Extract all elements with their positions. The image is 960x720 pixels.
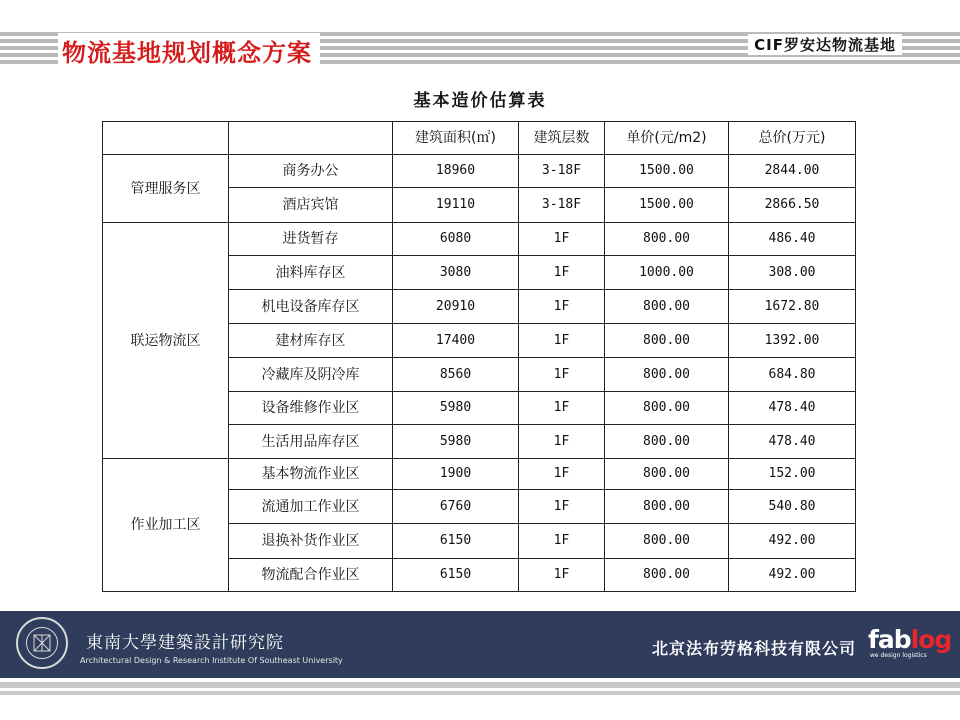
table-body [103, 122, 856, 592]
floors-cell: 1F [519, 490, 605, 524]
facility-cell: 建材库存区 [229, 324, 393, 358]
brand-label: CIF罗安达物流基地 [748, 34, 902, 55]
cost-estimate-table [102, 121, 856, 592]
table-title: 基本造价估算表 [413, 91, 547, 111]
footer-stripe [0, 682, 960, 688]
area-cell: 3080 [393, 256, 519, 290]
column-header-unit-price: 单价(元/m2) [605, 122, 729, 155]
unit-price-cell: 800.00 [605, 425, 729, 459]
facility-cell: 设备维修作业区 [229, 392, 393, 425]
table-row [103, 223, 856, 256]
unit-price-cell: 1000.00 [605, 256, 729, 290]
unit-price-cell: 800.00 [605, 392, 729, 425]
column-header-floors: 建筑层数 [519, 122, 605, 155]
fablog-logo: fablog [868, 625, 952, 654]
total-price-cell: 684.80 [729, 358, 856, 392]
facility-cell: 生活用品库存区 [229, 425, 393, 459]
area-cell: 1900 [393, 459, 519, 490]
area-cell: 8560 [393, 358, 519, 392]
unit-price-cell: 1500.00 [605, 155, 729, 188]
area-cell: 18960 [393, 155, 519, 188]
area-cell: 5980 [393, 392, 519, 425]
total-price-cell: 1392.00 [729, 324, 856, 358]
floors-cell: 1F [519, 425, 605, 459]
unit-price-cell: 800.00 [605, 459, 729, 490]
unit-price-cell: 800.00 [605, 290, 729, 324]
institute-name-cn: 東南大學建築設計研究院 [86, 633, 284, 653]
facility-cell: 商务办公 [229, 155, 393, 188]
column-header [103, 122, 229, 155]
area-cell: 6080 [393, 223, 519, 256]
table-row [103, 155, 856, 188]
floors-cell: 1F [519, 392, 605, 425]
area-cell: 17400 [393, 324, 519, 358]
total-price-cell: 540.80 [729, 490, 856, 524]
total-price-cell: 1672.80 [729, 290, 856, 324]
total-price-cell: 492.00 [729, 559, 856, 592]
facility-cell: 物流配合作业区 [229, 559, 393, 592]
area-cell: 6760 [393, 490, 519, 524]
facility-cell: 流通加工作业区 [229, 490, 393, 524]
total-price-cell: 2866.50 [729, 188, 856, 223]
column-header [229, 122, 393, 155]
facility-cell: 退换补货作业区 [229, 524, 393, 559]
floors-cell: 1F [519, 459, 605, 490]
total-price-cell: 478.40 [729, 392, 856, 425]
area-cell: 6150 [393, 524, 519, 559]
zone-cell: 联运物流区 [103, 223, 229, 459]
unit-price-cell: 800.00 [605, 559, 729, 592]
area-cell: 6150 [393, 559, 519, 592]
facility-cell: 机电设备库存区 [229, 290, 393, 324]
footer-stripe [0, 691, 960, 695]
area-cell: 20910 [393, 290, 519, 324]
column-header-total-price: 总价(万元) [729, 122, 856, 155]
column-header-area: 建筑面积(㎡) [393, 122, 519, 155]
unit-price-cell: 800.00 [605, 324, 729, 358]
floors-cell: 1F [519, 324, 605, 358]
floors-cell: 1F [519, 559, 605, 592]
header-row [103, 122, 856, 155]
institute-name-en: Architectural Design & Research Institute Of Southeast University [80, 656, 343, 665]
facility-cell: 酒店宾馆 [229, 188, 393, 223]
university-seal-icon [16, 617, 68, 669]
unit-price-cell: 1500.00 [605, 188, 729, 223]
total-price-cell: 492.00 [729, 524, 856, 559]
floors-cell: 3-18F [519, 155, 605, 188]
floors-cell: 3-18F [519, 188, 605, 223]
total-price-cell: 478.40 [729, 425, 856, 459]
floors-cell: 1F [519, 256, 605, 290]
unit-price-cell: 800.00 [605, 223, 729, 256]
company-name-cn: 北京法布劳格科技有限公司 [652, 639, 857, 658]
floors-cell: 1F [519, 358, 605, 392]
total-price-cell: 308.00 [729, 256, 856, 290]
facility-cell: 基本物流作业区 [229, 459, 393, 490]
slide-title: 物流基地规划概念方案 [58, 33, 320, 68]
facility-cell: 冷藏库及阴冷库 [229, 358, 393, 392]
logo-tagline: we design logistics [870, 652, 927, 659]
facility-cell: 进货暂存 [229, 223, 393, 256]
total-price-cell: 152.00 [729, 459, 856, 490]
floors-cell: 1F [519, 290, 605, 324]
total-price-cell: 486.40 [729, 223, 856, 256]
unit-price-cell: 800.00 [605, 490, 729, 524]
facility-cell: 油料库存区 [229, 256, 393, 290]
zone-cell: 作业加工区 [103, 459, 229, 592]
unit-price-cell: 800.00 [605, 358, 729, 392]
total-price-cell: 2844.00 [729, 155, 856, 188]
table-row [103, 459, 856, 490]
area-cell: 19110 [393, 188, 519, 223]
area-cell: 5980 [393, 425, 519, 459]
floors-cell: 1F [519, 524, 605, 559]
unit-price-cell: 800.00 [605, 524, 729, 559]
floors-cell: 1F [519, 223, 605, 256]
zone-cell: 管理服务区 [103, 155, 229, 223]
